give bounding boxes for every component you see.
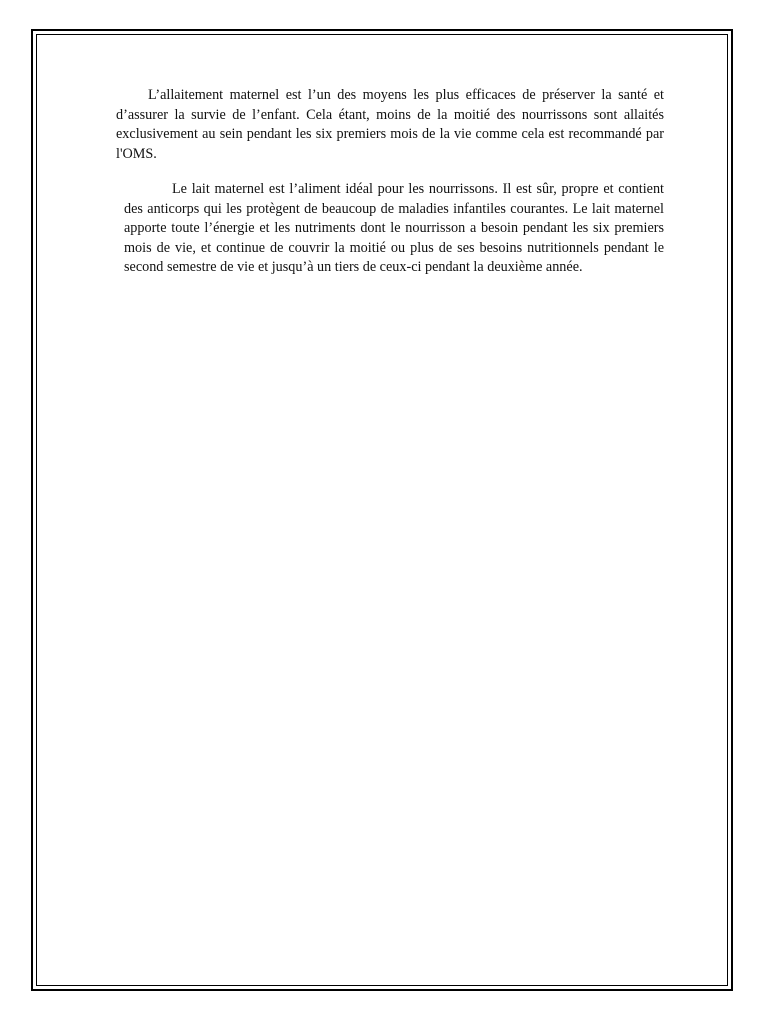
page-border-inner bbox=[36, 34, 728, 986]
paragraph-breast-milk-benefits: Le lait maternel est l’aliment idéal pour les nourrissons. Il est sûr, propre et contient des anticorps qui les protègent de beaucoup de maladies infantiles courantes. Le lait maternel apporte toute l’énergie et les nutriments dont le nourrisson a besoin pendant les six premiers mois de vie, et continue de couvrir la moitié ou plus de ses besoins nutritionnels pendant le second semestre de vie et jusqu’à un tiers de ceux-ci pendant la deuxième année. bbox=[124, 181, 664, 275]
paragraph-breastfeeding-intro: L’allaitement maternel est l’un des moyens les plus efficaces de préserver la santé et d’assurer la survie de l’enfant. Cela étant, moins de la moitié des nourrissons sont allaités exclusivement au sein pendant les six premiers mois de la vie comme cela est recommandé par l'OMS. bbox=[116, 87, 664, 162]
